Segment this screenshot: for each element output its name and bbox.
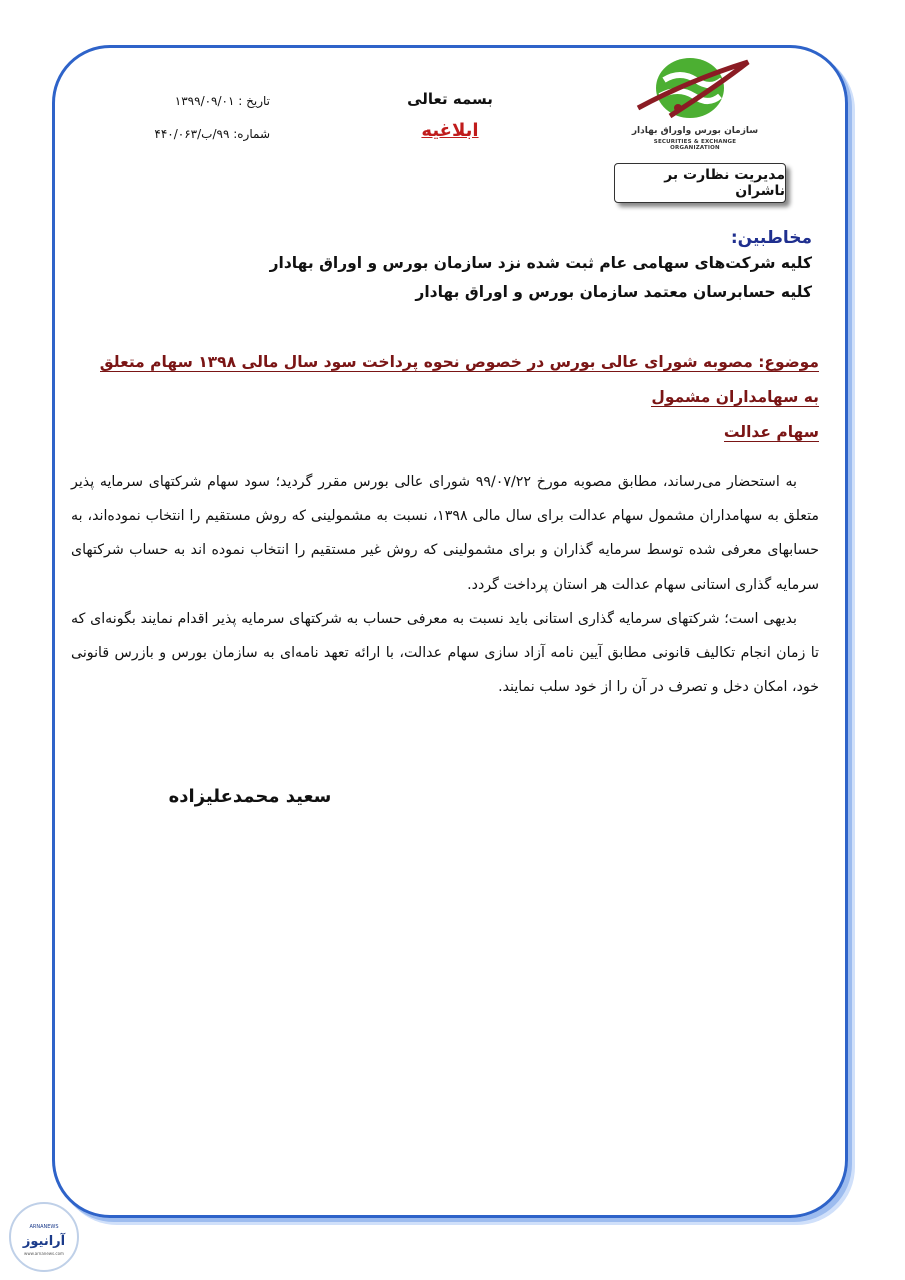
number-value: ۹۹/ب/۴۴۰/۰۶۳ [154,127,230,141]
addressee-line: کلیه شرکت‌های سهامی عام ثبت شده نزد سازمان بورس و اوراق بهادار [269,254,812,272]
logo-emblem-icon [630,50,760,128]
subject-line-1: موضوع: مصوبه شورای عالی بورس در خصوص نحوه پرداخت سود سال مالی ۱۳۹۸ سهام متعلق به سهامداران مشمول [99,353,819,406]
sec-organization-logo [630,50,760,150]
subject-block [99,345,819,450]
logo-name-fa: سازمان بورس واوراق بهادار [631,126,759,136]
number-label: شماره: [233,127,270,141]
date-value: ۱۳۹۹/۰۹/۰۱ [174,94,235,108]
addressees-block [212,228,812,312]
number-line [120,127,270,141]
subject-line-2: سهام عدالت [723,423,819,441]
letter-body [71,465,819,704]
watermark-site: www.arnanews.com [24,1251,64,1256]
date-label: تاریخ : [238,94,270,108]
bismillah-heading: بسمه تعالی [407,90,493,108]
logo-name-en: SECURITIES & EXCHANGE ORGANIZATION [653,139,737,151]
body-paragraph: بدیهی است؛ شرکتهای سرمایه گذاری استانی باید نسبت به معرفی حساب به شرکتهای سرمایه پذیر اقدام نمایند بگونه‌ای که تا زمان انجام تکالیف قانونی مطابق آیین نامه آزاد سازی سهام عدالت، با ارائه تعهد نامه‌ای به سازمان بورس و بازرس قانونی خود، امکان دخل و تصرف در آن را از خود سلب نمایند. [71,610,819,696]
watermark-brand-fa: آرانیوز [22,1234,66,1249]
signature-name: سعید محمدعلیزاده [168,786,332,807]
addressees-title: مخاطبین: [730,228,812,248]
notice-label: ابلاغیه [421,120,479,141]
body-paragraph: به استحضار می‌رساند، مطابق مصوبه مورخ ۹۹/۰۷/۲۲ شورای عالی بورس مقرر گردید؛ سود سهام شرکتهای سرمایه پذیر متعلق به سهامداران مشمول سهام عدالت برای سال مالی ۱۳۹۸، نسبت به مشمولینی که روش مستقیم را انتخاب نموده‌اند، به حسابهای معرفی شده توسط سرمایه گذاران و برای مشمولینی که روش غیر مستقیم را انتخاب نموده اند به حساب شرکتهای سرمایه گذاری استانی سهام عدالت هر استان پرداخت گردد. [71,474,819,593]
watermark-badge-icon [4,1195,84,1275]
department-label: مدیریت نظارت بر ناشران [664,167,785,199]
addressee-line: کلیه حسابرسان معتمد سازمان بورس و اوراق بهادار [415,283,812,301]
department-box [614,163,786,203]
arnanews-watermark [4,1195,84,1275]
date-line [120,94,270,108]
watermark-brand-en: ARNANEWS [29,1224,59,1230]
